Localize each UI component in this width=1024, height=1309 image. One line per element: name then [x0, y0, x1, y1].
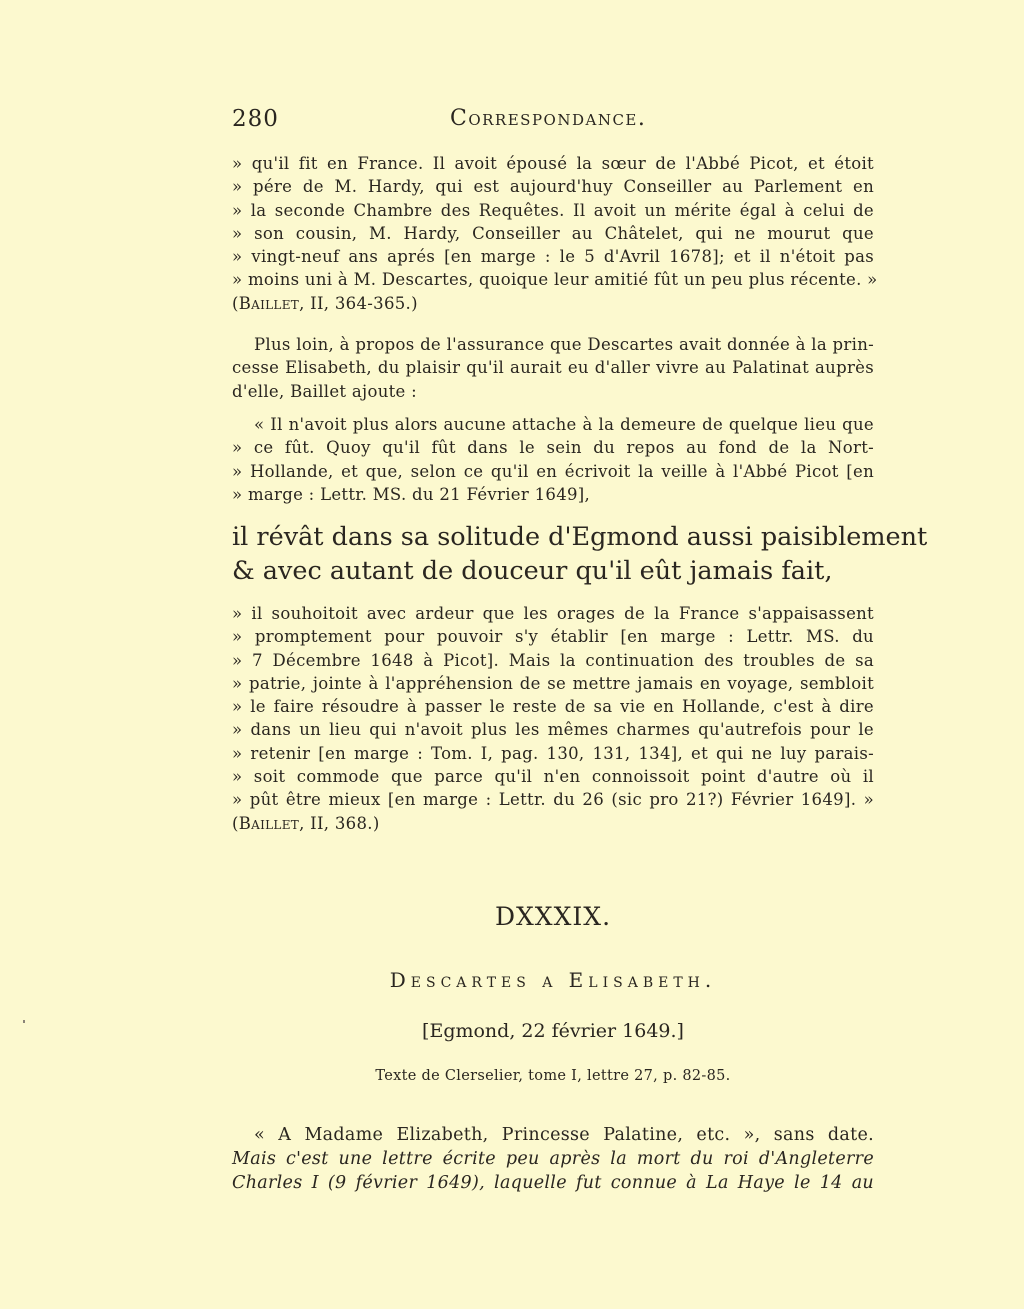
letter-intro	[232, 1123, 874, 1195]
quote-line: » pût être mieux [en marge : Lettr. du 26 (sic pro 21?) Février 1649]. »	[232, 790, 874, 810]
letter-place-date: [Egmond, 22 février 1649.]	[422, 1020, 684, 1042]
running-title: Correspondance.	[450, 106, 647, 131]
letter-title: Descartes a Elisabeth.	[389, 968, 717, 992]
commentary-paragraph	[232, 333, 874, 403]
intro-line: « A Madame Elizabeth, Princesse Palatine, etc. », sans date.	[254, 1125, 874, 1145]
facsimile-line: il révât dans sa solitude d'Egmond aussi paisiblement	[232, 522, 928, 552]
facsimile-line: & avec autant de douceur qu'il eût jamais fait,	[232, 556, 833, 586]
citation: (Baillet, II, 368.)	[232, 813, 380, 833]
quote-line: » promptement pour pouvoir s'y établir [en marge : Lettr. MS. du	[232, 627, 874, 647]
quote-line: » soit commode que parce qu'il n'en connoissoit point d'autre où il	[232, 767, 874, 787]
quote-line: » le faire résoudre à passer le reste de sa vie en Hollande, c'est à dire	[232, 697, 874, 717]
quote-line: » vingt-neuf ans aprés [en marge : le 5 d'Avril 1678]; et il n'étoit pas	[232, 247, 874, 267]
facsimile-quote	[232, 520, 928, 588]
citation: (Baillet, II, 364-365.)	[232, 293, 418, 313]
intro-line: Charles I (9 février 1649), laquelle fut connue à La Haye le 14 au	[232, 1173, 874, 1193]
quote-line: » patrie, jointe à l'appréhension de se mettre jamais en voyage, sembloit	[232, 673, 874, 693]
quote-line: » ce fût. Quoy qu'il fût dans le sein du repos au fond de la Nort-	[232, 438, 874, 458]
quote-line: » son cousin, M. Hardy, Conseiller au Châtelet, qui ne mourut que	[232, 223, 874, 243]
quote-line: » il souhoitoit avec ardeur que les orages de la France s'appaisassent	[232, 604, 874, 623]
quote-line: » marge : Lettr. MS. du 21 Février 1649],	[232, 484, 591, 504]
quote-line: » moins uni à M. Descartes, quoique leur amitié fût un peu plus récente. »	[232, 270, 878, 290]
quote-line: « Il n'avoit plus alors aucune attache à la demeure de quelque lieu que	[254, 415, 874, 434]
commentary-line: Plus loin, à propos de l'assurance que Descartes avait donnée à la prin-	[254, 335, 874, 354]
page-header	[232, 106, 872, 140]
quote-block-2	[232, 413, 874, 506]
quote-line: » Hollande, et que, selon ce qu'il en écrivoit la veille à l'Abbé Picot [en	[232, 461, 874, 481]
quote-line: » dans un lieu qui n'avoit plus les mêmes charmes qu'autrefois pour le	[232, 720, 874, 740]
quote-line: » qu'il fit en France. Il avoit épousé la sœur de l'Abbé Picot, et étoit	[232, 154, 874, 173]
page-number: 280	[232, 106, 279, 132]
quote-line: » retenir [en marge : Tom. I, pag. 130, 131, 134], et qui ne luy parais-	[232, 743, 874, 763]
commentary-line: d'elle, Baillet ajoute :	[232, 381, 418, 401]
quote-block-1	[232, 152, 878, 315]
scan-speck	[23, 1020, 25, 1023]
quote-line: » 7 Décembre 1648 à Picot]. Mais la continuation des troubles de sa	[232, 650, 874, 670]
commentary-line: cesse Elisabeth, du plaisir qu'il aurait eu d'aller vivre au Palatinat auprès	[232, 358, 874, 378]
quote-line: » la seconde Chambre des Requêtes. Il avoit un mérite égal à celui de	[232, 200, 874, 220]
intro-line: Mais c'est une lettre écrite peu après la mort du roi d'Angleterre	[232, 1149, 874, 1169]
quote-block-3	[232, 602, 874, 835]
letter-number: DXXXIX.	[494, 902, 612, 931]
quote-line: » pére de M. Hardy, qui est aujourd'huy Conseiller au Parlement en	[232, 177, 874, 197]
letter-source: Texte de Clerselier, tome I, lettre 27, p. 82-85.	[375, 1068, 731, 1084]
